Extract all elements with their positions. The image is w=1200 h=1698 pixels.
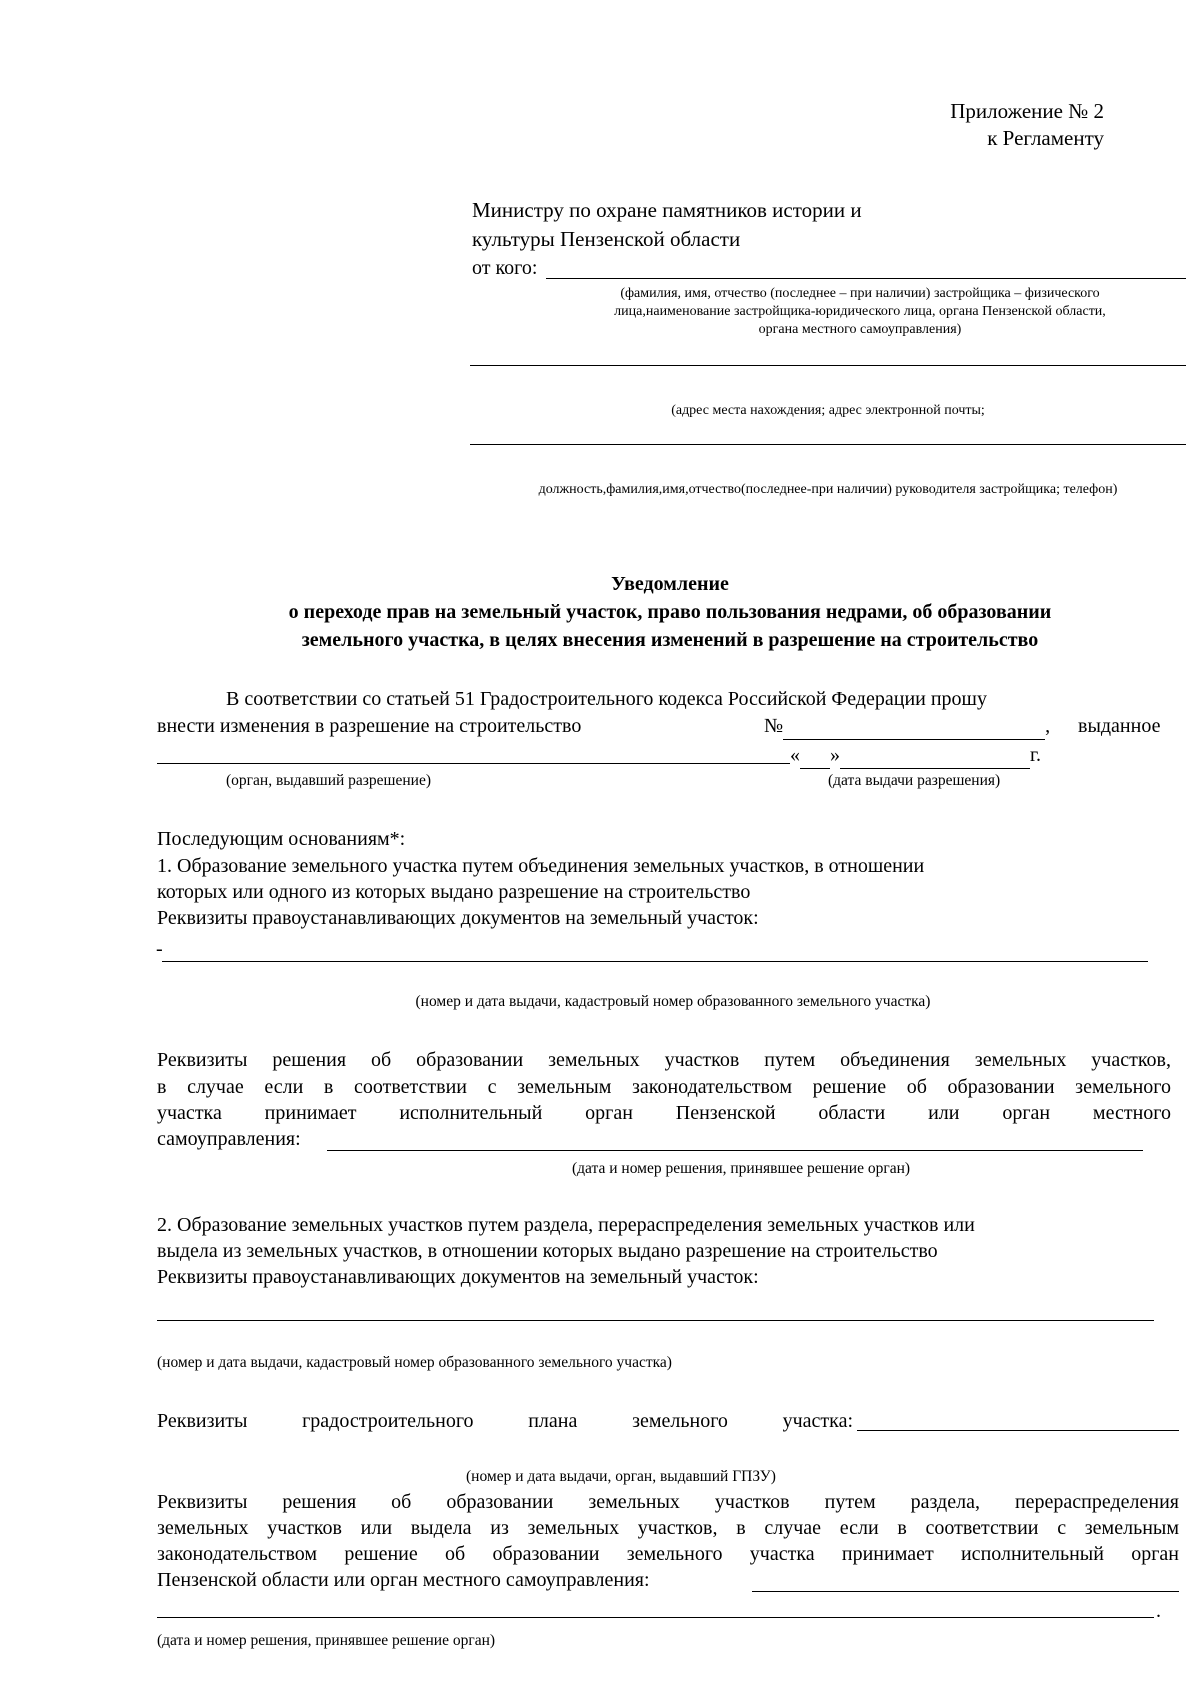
item2-docs-label: Реквизиты правоустанавливающих документов на земельный участок: [157,1266,759,1288]
document-subtitle-1: о переходе прав на земельный участок, право пользования недрами, об образовании [288,601,1052,623]
item2-line-1: 2. Образование земельных участков путем раздела, перераспределения земельных участков или [157,1214,975,1236]
from-label: от кого: [472,257,538,279]
item1-docs-field[interactable] [162,961,1148,962]
item2-decision-caption: (дата и номер решения, принявшее решение орган) [157,1632,496,1649]
item1-docs-caption: (номер и дата выдачи, кадастровый номер образованного земельного участка) [415,993,931,1010]
item2-decision-line-3: законодательством решение об образовании земельного участка принимает исполнительный орган [157,1543,1179,1565]
applicant-field-2[interactable] [470,365,1186,366]
appendix-reglament: к Регламенту [987,126,1104,150]
item1-line-1: 1. Образование земельного участка путем объединения земельных участков, в отношении [157,855,925,877]
issue-date-caption: (дата выдачи разрешения) [828,772,1001,789]
item1-decision-field[interactable] [327,1150,1143,1151]
document-title: Уведомление [611,573,729,595]
item1-docs-dash: - [156,938,163,960]
number-sign: № [764,715,784,737]
item2-decision-period: . [1156,1600,1161,1622]
address-caption: (адрес места нахождения; адрес электронной почты; [671,403,985,418]
issue-date-group: « » г. [790,742,1041,769]
issued-word: выданное [1078,715,1161,737]
item1-decision-line-3: участка принимает исполнительный орган Пензенской области или орган местного [157,1102,1171,1124]
issuing-organ-caption: (орган, выдавший разрешение) [226,772,431,789]
item2-decision-line-4: Пензенской области или орган местного самоуправления: [157,1569,650,1591]
item1-docs-label: Реквизиты правоустанавливающих документов на земельный участок: [157,907,759,929]
item1-decision-line-4: самоуправления: [157,1128,301,1150]
intro-line-2: внести изменения в разрешение на строительство [157,715,582,737]
item2-decision-line-1: Реквизиты решения об образовании земельных участков путем раздела, перераспределения [157,1491,1179,1513]
item2-decision-line-2: земельных участков или выдела из земельных участков, в случае если в соответствии с земельным [157,1517,1179,1539]
addressee-line-2: культуры Пензенской области [472,227,741,251]
intro-line-1: В соответствии со статьей 51 Градостроительного кодекса Российской Федерации прошу [226,688,987,710]
permit-number-field[interactable] [783,713,1045,740]
item1-decision-line-2: в случае если в соответствии с земельным законодательством решение об образовании земельного [157,1076,1171,1098]
item2-line-2: выдела из земельных участков, в отношении которых выдано разрешение на строительство [157,1240,938,1262]
issuing-organ-field[interactable] [157,763,790,764]
grounds-heading: Последующим основаниям*: [157,828,406,850]
document-subtitle-2: земельного участка, в целях внесения изменений в разрешение на строительство [301,629,1039,651]
item2-docs-field[interactable] [157,1320,1154,1321]
item2-gpzu-caption: (номер и дата выдачи, орган, выдавший ГПЗУ) [466,1468,776,1485]
item2-decision-field-1[interactable] [752,1591,1179,1592]
item2-gpzu-row: Реквизиты градостроительного плана земельного участка: [157,1410,853,1432]
issue-day-field[interactable] [800,742,830,769]
addressee-line-1: Министру по охране памятников истории и [472,198,862,222]
item2-gpzu-field[interactable] [857,1430,1179,1431]
item2-decision-field-2[interactable] [157,1617,1154,1618]
head-caption: должность,фамилия,имя,отчество(последнее-при наличии) руководителя застройщика; телефон) [538,482,1118,497]
permit-number-group: № , [764,713,1050,740]
applicant-name-field[interactable] [546,278,1186,279]
item2-docs-caption: (номер и дата выдачи, кадастровый номер образованного земельного участка) [157,1354,672,1371]
appendix-block [950,98,1104,152]
item1-decision-caption: (дата и номер решения, принявшее решение орган) [572,1160,911,1177]
applicant-caption: (фамилия, имя, отчество (последнее – при наличии) застройщика – физического лица,наименование застройщика-юридического лица, органа Пензенской области, органа местного самоуправления) [614,286,1106,337]
address-field[interactable] [470,444,1186,445]
item1-line-2: которых или одного из которых выдано разрешение на строительство [157,881,751,903]
issue-month-field[interactable] [840,742,1030,769]
item1-decision-line-1: Реквизиты решения об образовании земельных участков путем объединения земельных участков, [157,1049,1171,1071]
appendix-number: Приложение № 2 [950,99,1104,123]
